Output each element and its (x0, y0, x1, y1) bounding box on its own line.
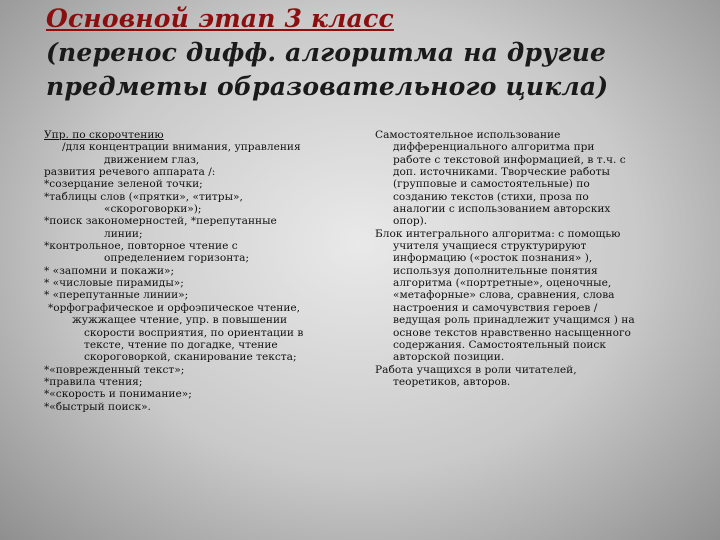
left-line: развития речевого аппарата /: (44, 166, 216, 179)
title-line-1: Основной этап 3 класс (46, 4, 394, 33)
slide-title (46, 2, 706, 104)
right-line: опор). (393, 215, 428, 228)
left-line: *контрольное, повторное чтение с (44, 240, 238, 253)
right-line: учителя учащиеся структурируют (393, 240, 587, 253)
right-text-column (375, 129, 685, 388)
right-line: теоретиков, авторов. (393, 375, 511, 388)
left-line: скороговоркой, сканирование текста; (84, 351, 297, 364)
left-line: *созерцание зеленой точки; (44, 178, 203, 191)
right-line: Блок интегрального алгоритма: с помощью (375, 227, 621, 240)
left-text-column (44, 129, 349, 413)
title-line-3: предметы образовательного цикла) (46, 72, 609, 101)
right-line: доп. источниками. Творческие работы (393, 166, 610, 179)
right-line: созданию текстов (стихи, проза по (393, 190, 589, 203)
left-line: *«скорость и понимание»; (44, 388, 192, 401)
left-line: *орфографическое и орфоэпическое чтение, (48, 301, 301, 314)
right-line: работе с текстовой информацией, в т.ч. с (393, 153, 626, 166)
left-line: скорости восприятия, по ориентации в (84, 326, 304, 339)
left-line: *«быстрый поиск». (44, 400, 151, 413)
left-line: жужжащее чтение, упр. в повышении (72, 314, 288, 327)
left-line: *«поврежденный текст»; (44, 363, 185, 376)
left-line: *поиск закономерностей, *перепутанные (44, 215, 277, 228)
right-line: Работа учащихся в роли читателей, (375, 363, 577, 376)
title-line-2: (перенос дифф. алгоритма на другие (46, 38, 607, 67)
left-line: * «числовые пирамиды»; (44, 277, 184, 290)
right-line: информацию («росток познания» ), (393, 252, 593, 265)
right-line: используя дополнительные понятия (393, 264, 598, 277)
left-line: движением глаз, (104, 153, 200, 166)
left-line: тексте, чтение по догадке, чтение (84, 338, 278, 351)
left-line: линии; (104, 227, 143, 240)
right-line: Самостоятельное использование (375, 129, 561, 141)
right-line: дифференциального алгоритма при (393, 141, 595, 154)
left-heading: Упр. по скорочтению (44, 129, 164, 141)
right-line: алгоритма («портретные», оценочные, (393, 277, 612, 290)
right-line: аналогии с использованием авторских (393, 203, 611, 216)
left-line: *правила чтения; (44, 375, 143, 388)
left-line: «скороговорки»); (104, 203, 202, 216)
right-line: (групповые и самостоятельные) по (393, 178, 590, 191)
left-line: определением горизонта; (104, 252, 250, 265)
right-line: основе текстов нравственно насыщенного (393, 326, 631, 339)
right-line: содержания. Самостоятельный поиск (393, 338, 606, 351)
left-line: * «перепутанные линии»; (44, 289, 189, 302)
right-line: «метафорные» слова, сравнения, слова (393, 289, 615, 302)
right-line: ведущая роль принадлежит учащимся ) на (393, 314, 635, 327)
left-line: /для концентрации внимания, управления (62, 141, 301, 154)
right-line: авторской позиции. (393, 351, 505, 364)
left-line: * «запомни и покажи»; (44, 264, 175, 277)
left-line: *таблицы слов («прятки», «титры», (44, 190, 243, 203)
right-line: настроения и самочувствия героев / (393, 301, 598, 314)
